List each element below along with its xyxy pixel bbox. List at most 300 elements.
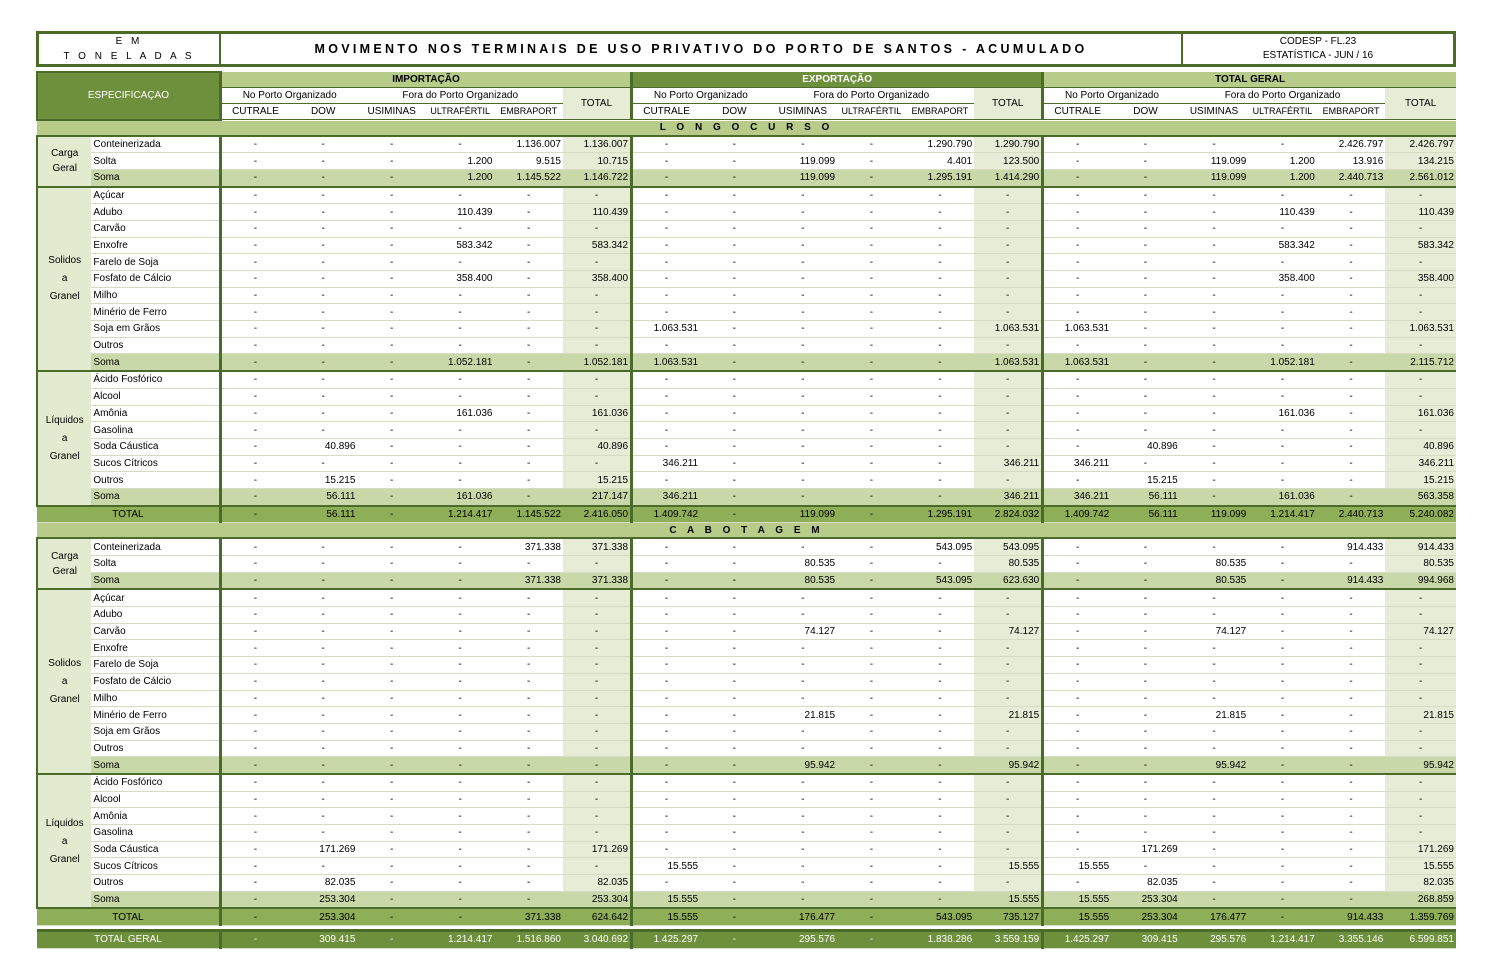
value-cell: - [220,640,289,657]
value-cell: - [357,287,426,304]
value-cell: 15.555 [1043,858,1112,875]
value-cell: - [426,740,495,757]
value-cell: - [906,808,975,825]
value-cell: - [632,438,701,455]
value-cell: 1.146.722 [563,169,632,186]
value-cell: 95.942 [974,757,1043,774]
value-cell: - [700,169,769,186]
value-cell: - [289,774,358,791]
value-cell: - [837,707,906,724]
value-cell: - [220,538,289,555]
value-cell: 1.425.297 [632,931,701,949]
value-cell: - [357,472,426,489]
value-cell: - [1317,287,1386,304]
value-cell: - [632,673,701,690]
value-cell: - [769,438,838,455]
value-cell: - [220,371,289,388]
value-cell: - [426,657,495,674]
value-cell: - [563,623,632,640]
value-cell: - [769,774,838,791]
value-cell: - [220,723,289,740]
value-cell: - [1111,388,1180,405]
value-cell: - [289,321,358,338]
value-cell: 1.290.790 [974,136,1043,153]
value-cell: - [357,908,426,925]
value-cell: - [289,388,358,405]
value-cell: - [700,858,769,875]
value-cell: 914.433 [1317,908,1386,925]
value-cell: - [494,757,563,774]
row-label: Adubo [91,204,220,221]
value-cell: - [563,220,632,237]
value-cell: 15.555 [974,891,1043,908]
unit-line-1: E M [115,36,143,47]
sub-column-header: DOW [700,104,769,120]
value-cell: - [837,438,906,455]
value-cell: - [1248,337,1317,354]
value-cell: - [837,908,906,925]
value-cell: - [494,556,563,573]
value-cell: 110.439 [1248,204,1317,221]
value-cell: 543.095 [906,538,975,555]
value-cell: 268.859 [1385,891,1456,908]
value-cell: - [1180,271,1249,288]
value-cell: - [1248,254,1317,271]
value-cell: 74.127 [769,623,838,640]
value-cell: - [700,371,769,388]
value-cell: - [357,204,426,221]
value-cell: - [426,388,495,405]
value-cell: 15.555 [632,858,701,875]
value-cell: - [357,169,426,186]
value-cell: 21.815 [974,707,1043,724]
value-cell: - [289,271,358,288]
value-cell: - [563,422,632,439]
value-cell: 3.355.146 [1317,931,1386,949]
value-cell: - [974,405,1043,422]
row-label: Outros [91,472,220,489]
value-cell: - [700,538,769,555]
group-label-line: a [61,835,68,847]
value-cell: - [1317,825,1386,842]
value-cell: 74.127 [1180,623,1249,640]
table-row [37,808,1456,825]
value-cell: - [1180,791,1249,808]
value-cell: 346.211 [632,488,701,505]
value-cell: - [563,774,632,791]
value-cell: 253.304 [563,891,632,908]
value-cell: - [220,153,289,170]
value-cell: - [289,187,358,204]
value-cell: - [563,304,632,321]
value-cell: - [1385,287,1456,304]
source-info [1183,34,1453,64]
table-row [37,723,1456,740]
value-cell: - [700,254,769,271]
value-cell: - [220,455,289,472]
value-cell: - [563,371,632,388]
no-porto-header: No Porto Organizado [1043,88,1180,104]
value-cell: 15.555 [1043,908,1112,925]
value-cell: - [769,740,838,757]
row-label: Soja em Grãos [91,723,220,740]
total-column-header: TOTAL [1385,88,1456,120]
value-cell: - [1180,388,1249,405]
value-cell: - [1317,438,1386,455]
value-cell: - [906,371,975,388]
value-cell: 161.036 [426,405,495,422]
value-cell: - [563,455,632,472]
value-cell: - [220,657,289,674]
value-cell: 358.400 [426,271,495,288]
value-cell: - [1317,321,1386,338]
value-cell: - [769,488,838,505]
value-cell: - [357,371,426,388]
value-cell: - [1248,841,1317,858]
value-cell: - [1317,858,1386,875]
row-label: Carvão [91,220,220,237]
value-cell: - [1385,371,1456,388]
value-cell: 914.433 [1317,538,1386,555]
value-cell: - [700,388,769,405]
value-cell: - [837,371,906,388]
value-cell: 2.440.713 [1317,506,1386,523]
value-cell: - [974,204,1043,221]
value-cell: - [632,287,701,304]
value-cell: - [837,405,906,422]
value-cell: - [1111,204,1180,221]
value-cell: - [220,740,289,757]
value-cell: - [1043,187,1112,204]
value-cell: - [357,891,426,908]
value-cell: - [1248,774,1317,791]
value-cell: - [1385,337,1456,354]
value-cell: - [1111,640,1180,657]
value-cell: 1.214.417 [1248,506,1317,523]
value-cell: 134.215 [1385,153,1456,170]
value-cell: - [1043,237,1112,254]
row-label: Soda Cáustica [91,438,220,455]
value-cell: 119.099 [1180,153,1249,170]
value-cell: 1.052.181 [1248,354,1317,371]
value-cell: 346.211 [632,455,701,472]
soma-row [37,572,1456,589]
row-label: Açúcar [91,187,220,204]
value-cell: - [837,891,906,908]
value-cell: - [220,791,289,808]
table-row [37,690,1456,707]
value-cell: - [1180,438,1249,455]
value-cell: 95.942 [769,757,838,774]
total-row [37,506,1456,523]
value-cell: - [700,271,769,288]
value-cell: - [220,472,289,489]
value-cell: - [1385,422,1456,439]
value-cell: - [1248,825,1317,842]
table-row [37,589,1456,606]
value-cell: - [700,707,769,724]
value-cell: 9.515 [494,153,563,170]
value-cell: 623.630 [974,572,1043,589]
value-cell: - [1111,254,1180,271]
value-cell: - [494,472,563,489]
value-cell: - [426,774,495,791]
value-cell: - [837,220,906,237]
value-cell: 1.409.742 [632,506,701,523]
value-cell: 624.642 [563,908,632,925]
value-cell: - [906,707,975,724]
value-cell: - [1111,673,1180,690]
value-cell: - [1111,455,1180,472]
value-cell: - [700,572,769,589]
value-cell: - [1043,707,1112,724]
value-cell: - [1043,254,1112,271]
value-cell: - [426,422,495,439]
value-cell: - [426,304,495,321]
value-cell: - [700,488,769,505]
value-cell: - [1317,707,1386,724]
value-cell: - [1043,169,1112,186]
value-cell: 1.136.007 [563,136,632,153]
value-cell: - [357,422,426,439]
value-cell: - [563,607,632,624]
value-cell: - [837,757,906,774]
value-cell: - [632,388,701,405]
value-cell: - [357,640,426,657]
table-row [37,707,1456,724]
value-cell: - [769,354,838,371]
value-cell: - [289,808,358,825]
value-cell: 253.304 [289,908,358,925]
value-cell: 583.342 [563,237,632,254]
value-cell: - [974,808,1043,825]
value-cell: 1.409.742 [1043,506,1112,523]
group-label [37,187,91,372]
table-row [37,153,1456,170]
value-cell: - [906,472,975,489]
value-cell: 1.425.297 [1043,931,1112,949]
value-cell: - [563,657,632,674]
value-cell: - [837,254,906,271]
value-cell: - [837,640,906,657]
value-cell: 1.214.417 [426,506,495,523]
value-cell: - [769,371,838,388]
value-cell: - [426,589,495,606]
value-cell: - [289,623,358,640]
value-cell: - [289,287,358,304]
row-label: Farelo de Soja [91,254,220,271]
value-cell: - [426,891,495,908]
value-cell: 371.338 [563,572,632,589]
value-cell: - [220,337,289,354]
value-cell: - [220,506,289,523]
value-cell: - [837,204,906,221]
value-cell: 10.715 [563,153,632,170]
value-cell: - [563,791,632,808]
value-cell: - [837,841,906,858]
value-cell: - [837,572,906,589]
value-cell: 171.269 [563,841,632,858]
sub-column-header: CUTRALE [1043,104,1112,120]
value-cell: - [1043,304,1112,321]
value-cell: 171.269 [289,841,358,858]
value-cell: - [426,825,495,842]
value-cell: - [632,136,701,153]
value-cell: - [906,858,975,875]
value-cell: - [1317,875,1386,892]
value-cell: - [632,841,701,858]
value-cell: - [1043,623,1112,640]
value-cell: - [906,321,975,338]
value-cell: - [837,271,906,288]
total-column-header: TOTAL [974,88,1043,120]
value-cell: - [906,825,975,842]
table-row [37,607,1456,624]
value-cell: - [837,538,906,555]
value-cell: - [700,136,769,153]
value-cell: - [1180,538,1249,555]
value-cell: 3.040.692 [563,931,632,949]
value-cell: - [837,808,906,825]
value-cell: - [220,388,289,405]
value-cell: 82.035 [1111,875,1180,892]
value-cell: - [632,422,701,439]
value-cell: - [220,237,289,254]
value-cell: - [563,337,632,354]
row-label: Adubo [91,607,220,624]
value-cell: 40.896 [1385,438,1456,455]
value-cell: - [1180,220,1249,237]
value-cell: 6.599.851 [1385,931,1456,949]
table-row [37,791,1456,808]
value-cell: - [632,337,701,354]
value-cell: - [632,774,701,791]
value-cell: 1.359.769 [1385,908,1456,925]
value-cell: - [700,187,769,204]
value-cell: - [220,707,289,724]
value-cell: - [906,673,975,690]
value-cell: - [1043,657,1112,674]
value-cell: - [494,405,563,422]
sub-column-header: USIMINAS [357,104,426,120]
value-cell: - [289,337,358,354]
value-cell: - [1248,220,1317,237]
value-cell: - [974,723,1043,740]
value-cell: - [289,740,358,757]
group-label [37,589,91,774]
value-cell: - [700,825,769,842]
value-cell: - [494,455,563,472]
value-cell: 80.535 [769,572,838,589]
value-cell: - [1180,875,1249,892]
value-cell: - [769,271,838,288]
value-cell: 3.559.159 [974,931,1043,949]
sub-column-header: CUTRALE [632,104,701,120]
value-cell: 2.416.050 [563,506,632,523]
value-cell: - [632,254,701,271]
value-cell: - [1043,422,1112,439]
value-cell: - [289,757,358,774]
sub-column-header: ULTRAFÉRTIL [1248,104,1317,120]
value-cell: 295.576 [1180,931,1249,949]
value-cell: - [700,304,769,321]
value-cell: - [220,875,289,892]
section-row [37,523,1456,539]
value-cell: - [494,791,563,808]
value-cell: - [632,538,701,555]
table-row [37,237,1456,254]
value-cell: - [1111,858,1180,875]
value-cell: - [220,673,289,690]
value-cell: - [426,640,495,657]
value-cell: - [700,237,769,254]
value-cell: - [632,875,701,892]
value-cell: - [494,891,563,908]
value-cell: - [1317,556,1386,573]
table-row [37,254,1456,271]
table-row [37,304,1456,321]
value-cell: 82.035 [289,875,358,892]
value-cell: - [837,931,906,949]
table-row [37,405,1456,422]
value-cell: - [220,321,289,338]
value-cell: - [1043,136,1112,153]
value-cell: - [974,271,1043,288]
value-cell: - [426,438,495,455]
value-cell: - [357,337,426,354]
value-cell: 1.838.286 [906,931,975,949]
value-cell: 176.477 [1180,908,1249,925]
table-row [37,673,1456,690]
value-cell: - [632,153,701,170]
value-cell: - [1317,808,1386,825]
value-cell: 56.111 [1111,506,1180,523]
value-cell: - [700,204,769,221]
value-cell: - [289,153,358,170]
value-cell: - [1111,657,1180,674]
group-label-line: Geral [52,163,77,175]
value-cell: 1.295.191 [906,506,975,523]
value-cell: 1.052.181 [426,354,495,371]
value-cell: - [632,304,701,321]
value-cell: - [494,673,563,690]
value-cell: - [357,488,426,505]
value-cell: - [563,825,632,842]
value-cell: - [906,405,975,422]
value-cell: 119.099 [769,153,838,170]
value-cell: - [974,388,1043,405]
value-cell: - [357,740,426,757]
value-cell: 110.439 [563,204,632,221]
row-label: Soja em Grãos [91,321,220,338]
value-cell: - [632,607,701,624]
value-cell: - [1111,723,1180,740]
value-cell: - [1317,220,1386,237]
value-cell: - [426,287,495,304]
row-label: Outros [91,740,220,757]
value-cell: - [357,321,426,338]
value-cell: 15.215 [289,472,358,489]
value-cell: - [700,422,769,439]
value-cell: 21.815 [1180,707,1249,724]
value-cell: - [220,774,289,791]
value-cell: - [632,187,701,204]
value-cell: 2.824.032 [974,506,1043,523]
value-cell: - [357,808,426,825]
value-cell: - [494,808,563,825]
value-cell: - [1317,455,1386,472]
value-cell: - [289,556,358,573]
